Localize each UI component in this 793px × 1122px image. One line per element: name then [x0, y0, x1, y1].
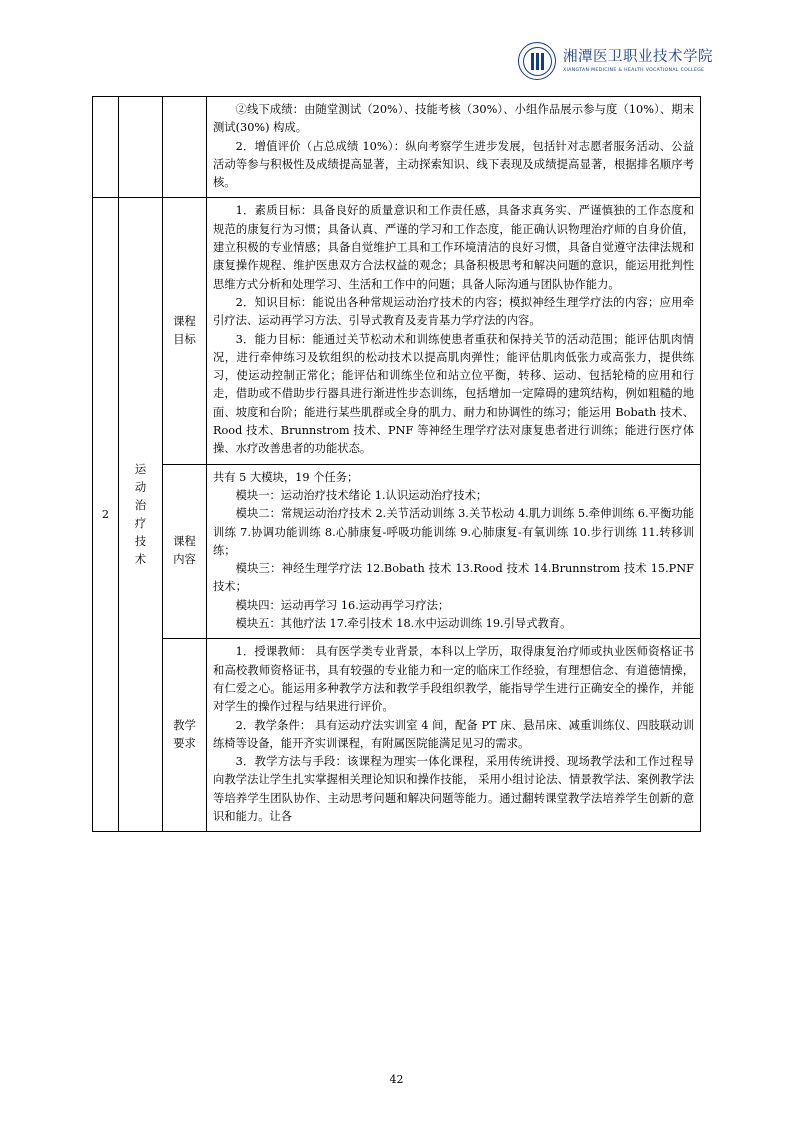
assessment-paragraph-2: 2．增值评价（占总成绩 10%）：纵向考察学生进步发展，包括针对志愿者服务活动、公益活动等参与积极性及成绩提高显著，主动探索知识、线下表现及成绩提高显著，根据排名顺序考核。 — [213, 139, 694, 190]
college-name-en: XIANGTAN MEDICINE & HEALTH VOCATIONAL COLLEGE — [563, 67, 705, 73]
content-module-1: 模块一：运动治疗技术绪论 1.认识运动治疗技术； — [235, 488, 488, 502]
requirement-teacher: 1．授课教师： 具有医学类专业背景，本科以上学历，取得康复治疗师或执业医师资格证书和高校教师资格证书，具有较强的专业能力和一定的临床工作经验，有理想信念、有道德情操，有仁爱之心。能运用多种教学方法和教学手段组织教学，能指导学生进行正确安全的操作，并能对学生的操作过程与结果进行评价。 — [213, 645, 694, 714]
cell-label-course-objectives — [163, 198, 207, 464]
course-outline-table — [92, 96, 701, 832]
objective-ability: 3．能力目标：能通过关节松动术和训练使患者重获和保持关节的活动范围；能评估肌肉情况，进行牵伸练习及软组织的松动技术以提高肌肉弹性；能评估肌肉低张力或高张力，提供练习，使运动控制正常化；能评估和训练坐位和站立位平衡，转移、运动、包括轮椅的应用和行走，借助或不借助步行器具进行渐进性步态训练，包括增加一定障碍的建筑结构，例如粗糙的地面、坡度和台阶；能进行某些肌群或全身的肌力、耐力和协调性的练习；能运用 Bobath 技术、Rood 技术、Brunnstrom 技术、PNF 等神经生理学疗法对康复患者进行训练；能进行医疗体操、水疗改善患者的功能状态。 — [213, 332, 694, 456]
course-number-text: 2 — [101, 507, 110, 521]
content-module-3: 模块三：神经生理学疗法 12.Bobath 技术 13.Rood 技术 14.Brunnstrom 技术 15.PNF 技术； — [213, 562, 694, 594]
course-name-text: 运 动 治 疗 技 术 — [134, 462, 147, 566]
requirement-conditions: 2．教学条件： 具有运动疗法实训室 4 间，配备 PT 床、悬吊床、减重训练仪、四肢联动训练椅等设备，能开齐实训课程，有附属医院能满足见习的需求。 — [213, 718, 694, 750]
cell-course-content — [207, 464, 701, 639]
label-teaching-requirements: 教学 要求 — [173, 719, 196, 751]
cell-course-name-empty — [119, 97, 163, 198]
cell-label-teaching-requirements — [163, 639, 207, 832]
cell-teaching-requirements — [207, 639, 701, 832]
page-number: 42 — [389, 1073, 404, 1086]
cell-label-empty — [163, 97, 207, 198]
objective-knowledge: 2．知识目标：能说出各种常规运动治疗技术的内容；模拟神经生理学疗法的内容；应用牵引疗法、运动再学习方法、引导式教育及麦肯基力学疗法的内容。 — [213, 295, 694, 328]
content-module-2: 模块二：常规运动治疗技术 2.关节活动训练 3.关节松动 4.肌力训练 5.牵伸训练 6.平衡功能训练 7.协调功能训练 8.心肺康复-呼吸功能训练 9.心肺康复-有氧训练 10.步行训练 11.转移训练； — [213, 507, 694, 557]
objective-quality: 1．素质目标：具备良好的质量意识和工作责任感，具备求真务实、严谨慎独的工作态度和规范的康复行为习惯；具备认真、严谨的学习和工作态度，能正确认识物理治疗师的自身价值，建立积极的专业情感；具备自觉维护工具和工作环境清洁的良好习惯，具备自觉遵守法律法规和康复操作规程、维护医患双方合法权益的观念；具备积极思考和解决问题的意识，能运用批判性思维方式分析和处理学习、生活和工作中的问题；具备人际沟通与团队协作能力。 — [213, 204, 694, 291]
cell-label-course-content — [163, 464, 207, 639]
label-course-content: 课程 内容 — [173, 535, 196, 567]
requirement-methods: 3．教学方法与手段：该课程为理实一体化课程，采用传统讲授、现场教学法和工作过程导向教学法让学生扎实掌握相关理论知识和操作技能， 采用小组讨论法、情景教学法、案例教学法等培养学生团队协作、主动思考问题和解决问题等能力。通过翻转课堂教学法培养学生创新的意识和能力。让各 — [213, 755, 694, 823]
content-module-5: 模块五：其他疗法 17.牵引技术 18.水中运动训练 19.引导式教育。 — [235, 617, 572, 631]
table-row-course-2-content — [93, 464, 701, 639]
table-row-course-2-requirements — [93, 639, 701, 832]
content-summary: 共有 5 大模块，19 个任务； — [213, 470, 359, 484]
cell-number-empty — [93, 97, 119, 198]
college-name-cn: 湘潭医卫职业技术学院 — [563, 49, 713, 66]
assessment-paragraph-1: ②线下成绩：由随堂测试（20%）、技能考核（30%）、小组作品展示参与度（10%）、期末测试(30%) 构成。 — [213, 103, 694, 135]
cell-course-objectives — [207, 198, 701, 464]
college-logo — [518, 42, 713, 80]
college-seal-icon — [518, 42, 556, 80]
label-course-objectives: 课程 目标 — [173, 315, 196, 347]
content-module-4: 模块四：运动再学习 16.运动再学习疗法； — [235, 598, 450, 612]
table-row-continuation — [93, 97, 701, 198]
college-logo-text — [563, 49, 713, 73]
cell-assessment-content — [207, 97, 701, 198]
table-row-course-2-objectives — [93, 198, 701, 464]
cell-course-number — [93, 198, 119, 832]
cell-course-name — [119, 198, 163, 832]
